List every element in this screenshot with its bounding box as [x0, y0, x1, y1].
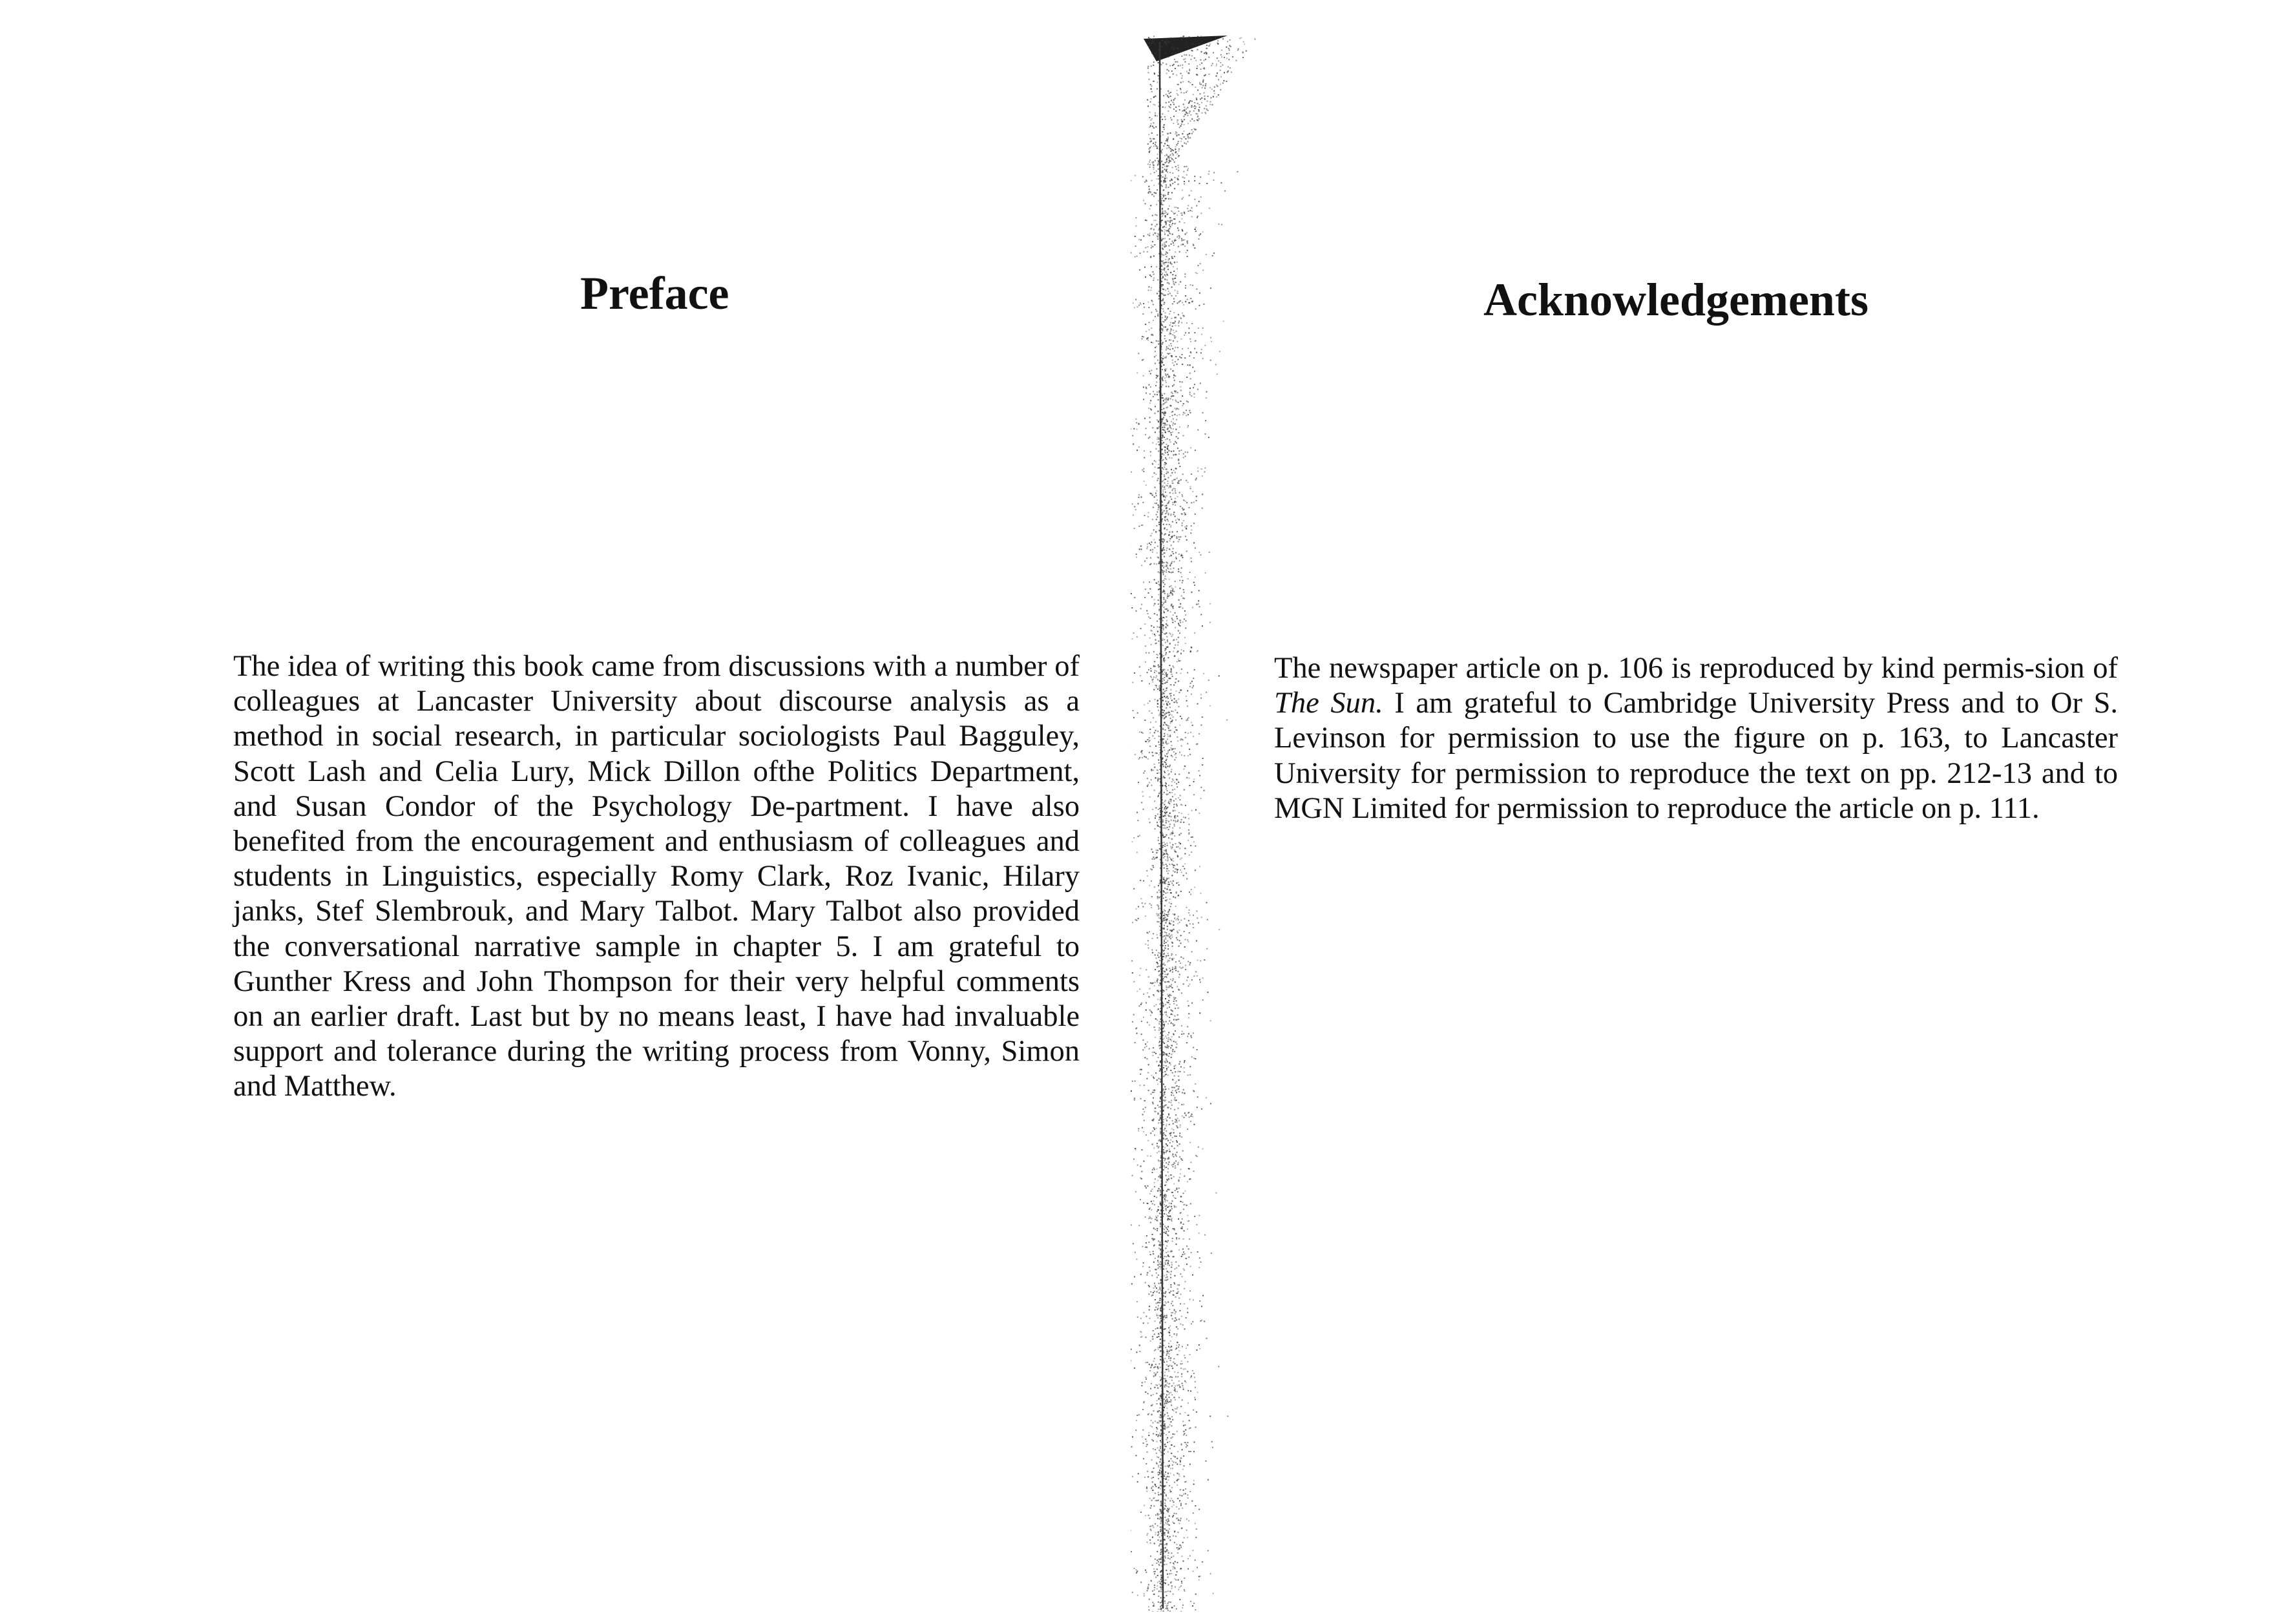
preface-paragraph: The idea of writing this book came from discussions with a number of colleagues at Lancaster University about discourse analysis as a method in social research, in particular sociologists Paul Bagguley, Scott Lash and Celia Lury, Mick Dillon ofthe Politics Department, and Susan Condor of the Psychology De-partment. I have also benefited from the encouragement and enthusiasm of colleagues and students in Linguistics, especially Romy Clark, Roz Ivanic, Hilary janks, Stef Slembrouk, and Mary Talbot. Mary Talbot also provided the conversational narrative sample in chapter 5. I am grateful to Gunther Kress and John Thompson for their very helpful comments on an earlier draft. Last but by no means least, I have had invaluable support and tolerance during the writing process from Vonny, Simon and Matthew.	[233, 650, 1080, 1103]
acknowledgements-text-part1: The newspaper article on p. 106 is reproduced by kind permis-sion of	[1274, 652, 2118, 685]
book-gutter-shadow	[1131, 36, 1266, 1612]
preface-heading: Preface	[580, 267, 729, 319]
acknowledgements-text-part2: I am grateful to Cambridge University Press and to Or S. Levinson for permission to use the figure on p. 163, to Lancaster University for permission to reproduce the text on pp. 212-13 and to MGN Limited for permission to reproduce the article on p. 111.	[1274, 687, 2118, 825]
acknowledgements-italic-title: The Sun.	[1274, 687, 1383, 720]
acknowledgements-heading: Acknowledgements	[1483, 274, 1869, 326]
acknowledgements-paragraph	[1274, 651, 2118, 826]
